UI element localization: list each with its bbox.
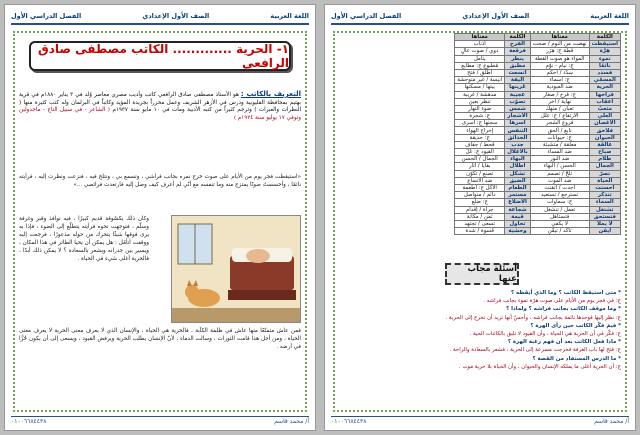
vocab-meaning: ج: أسماء	[530, 77, 589, 84]
vocab-word: البهاء	[505, 156, 531, 163]
vocab-meaning: دائم / متواصل	[455, 192, 505, 199]
vocab-meaning: ج: فرخ / صغار	[530, 91, 589, 98]
header-term: الفصل الدراسي الأول	[11, 12, 82, 20]
vocab-word: العلي	[589, 113, 620, 120]
vocab-word: فراخها	[589, 91, 620, 98]
vocab-header-cell: معناها	[530, 34, 589, 41]
vocab-meaning: دوي / صوت عالٍ	[455, 48, 505, 55]
vocab-word: الأشجار	[505, 113, 531, 120]
vocab-word: تتذكر	[589, 192, 620, 199]
answer-text: ج: أن الحرية أغلى ما يملكه الإنسان والحيوان ، وأن الحياة بلا حرية موت .	[458, 363, 621, 370]
answer-text: ج: في فجر يوم من الأيام على صوت هرّة تموء بجانب فراشه .	[483, 298, 621, 305]
answer-text: ج: نظر إليها فوجدها نائمة بجانب فراشه ، وأحسّ أنها تريد أن تخرج إلى الحرية .	[445, 314, 621, 321]
footer-author: أ/ محمد قاسم	[274, 418, 309, 425]
vocab-word: مطبق	[505, 62, 531, 69]
vocab-word: شمس	[505, 105, 531, 112]
vocab-meaning: قطة ج: هِرَر	[530, 48, 589, 55]
question-text: * وما موقف الكاتب بجانب فراشه ؟ ولماذا ؟	[506, 306, 621, 313]
vocab-word: أيقن	[589, 228, 620, 235]
vocab-row	[455, 163, 621, 170]
vocab-word: استيقظت	[589, 41, 620, 48]
vocab-meaning: ج: حيوانات	[530, 134, 589, 141]
vocab-word: عُرينها	[505, 84, 531, 91]
qa-item	[339, 322, 621, 338]
vocab-word: قيمة	[505, 213, 531, 220]
vocab-word: أليفة	[505, 77, 531, 84]
header-subject: اللغة العربية	[590, 12, 629, 20]
vocab-word: وحشية	[505, 228, 531, 235]
vocab-meaning: ضد المساء	[530, 149, 589, 156]
page-header	[11, 11, 309, 25]
vocab-meaning: الارتفاع / ج: علل	[530, 113, 589, 120]
vocab-header-row	[455, 34, 621, 41]
vocab-word: الحياة	[589, 177, 620, 184]
vocab-row	[455, 177, 621, 184]
vocab-header-cell: الكلمة	[589, 34, 620, 41]
vocabulary-table	[454, 33, 621, 235]
vocab-meaning: ثمن / مكانة	[455, 213, 505, 220]
vocab-row	[455, 228, 621, 235]
header-grade: الصف الأول الإعدادي	[462, 12, 530, 20]
page-footer	[331, 416, 629, 426]
vocab-meaning: تسترجع / تستعيد	[530, 192, 589, 199]
vocab-word: متعبٌ	[589, 105, 620, 112]
vocab-row	[455, 141, 621, 148]
header-term: الفصل الدراسي الأول	[331, 12, 402, 20]
answer-text: ج: فكّر في أن الحرية هي الحياة ، وأن القيود لا تليق بالكائنات الحية .	[469, 331, 621, 338]
vocab-meaning: ج: شجرة	[455, 113, 505, 120]
vocab-word: المسمّي	[589, 77, 620, 84]
vocab-word: الفرج	[505, 41, 531, 48]
question-text: * متى استيقظ الكاتب ؟ وما الذي أيقظه ؟	[511, 290, 621, 296]
vocab-word: لا يملأ	[589, 220, 620, 227]
vocab-meaning: الجمال / الحسن	[455, 156, 505, 163]
vocab-row	[455, 206, 621, 213]
vocab-row	[455, 55, 621, 62]
vocab-meaning: أنيسة / غير متوحشة	[455, 77, 505, 84]
vocab-row	[455, 149, 621, 156]
vocab-meaning: تصنع / تكوّن	[455, 170, 505, 177]
story-illustration	[171, 215, 301, 323]
vocab-word: الضيق	[505, 177, 531, 184]
vocab-word: عجيبة	[505, 91, 531, 98]
vocab-meaning: أطلق / فتح	[455, 69, 505, 76]
vocab-meaning: فروع الشجر	[530, 120, 589, 127]
vocab-word: تشتغل	[589, 206, 620, 213]
vocab-row	[455, 134, 621, 141]
vocab-meaning: نهضت من النوم / صحت	[530, 41, 589, 48]
vocab-word: مستمر	[505, 192, 531, 199]
vocab-word: الطعام	[505, 184, 531, 191]
vocab-row	[455, 105, 621, 112]
vocab-meaning: تابع / ألحق	[530, 127, 589, 134]
vocab-row	[455, 62, 621, 69]
vocab-word: بالأغلال	[505, 149, 531, 156]
vocab-row	[455, 77, 621, 84]
vocab-word: شجاعة	[505, 206, 531, 213]
definition-works: ( الشاعر - في سبيل التاج - ماجدولين وتوفي ١٧ يوليو سنة ١٩٢٤م )	[19, 107, 301, 121]
vocab-meaning: لا يكفي	[530, 220, 589, 227]
vocab-meaning: ج: حديقة	[455, 134, 505, 141]
vocab-meaning: بقايا / آثار	[455, 163, 505, 170]
vocab-meaning: ج: ضلع	[455, 199, 505, 206]
vocab-word: فسدد	[589, 69, 620, 76]
vocab-header-cell: معناها	[455, 34, 505, 41]
questions-list	[339, 289, 621, 371]
vocab-word: أحسنت	[589, 184, 620, 191]
vocab-row	[455, 41, 621, 48]
vocab-word: صباح	[589, 149, 620, 156]
vocab-word: ينظر	[505, 55, 531, 62]
qa-item	[339, 355, 621, 371]
vocab-meaning: المواء هو صوت القطة	[530, 55, 589, 62]
page-header	[331, 11, 629, 25]
story-paragraph-1: «استيقظت فجر يوم من الأيام على صوت خرج نمره بجانب فراشي ، وتسمع بي ، ونتلخ فيه ، فنزعت ونظرت إليه ، فرأيته نائمًا ، وأحسستُ صوتًا يمتزج منه وما تنفسه مع أنّي لم أعرف كيف وصل إليه فارتعدت فرائصي ...»	[19, 174, 301, 188]
vocab-meaning: قسوة / شدة	[455, 228, 505, 235]
vocab-row	[455, 199, 621, 206]
header-grade: الصف الأول الإعدادي	[142, 12, 210, 20]
footer-phone: ٠١٠٠٦٦٨٤٤٣٨	[331, 418, 367, 425]
vocab-word: أطلال	[505, 163, 531, 170]
vocab-meaning: أجدت / أتقنت	[530, 184, 589, 191]
vocab-meaning: تعبان / منهك	[530, 105, 589, 112]
vocab-row	[455, 120, 621, 127]
vocab-meaning: قحط / جفاف	[455, 141, 505, 148]
vocab-word: تحاول	[505, 220, 531, 227]
vocab-word: الحدائق	[505, 134, 531, 141]
vocab-header-cell: الكلمة	[505, 34, 531, 41]
vocab-word: الأغصان	[589, 120, 620, 127]
vocab-row	[455, 213, 621, 220]
vocab-word: اتسعت	[505, 69, 531, 76]
vocab-meaning: سدّد / أحكم	[530, 69, 589, 76]
vocab-row	[455, 69, 621, 76]
vocab-meaning: سجنها ج: أسرى	[455, 120, 505, 127]
vocab-meaning: ضوء النهار	[455, 105, 505, 112]
vocab-meaning: معلقة / متشبثة	[530, 141, 589, 148]
vocab-meaning: القيود ج: غُلّ	[455, 149, 505, 156]
author-definition	[19, 91, 301, 122]
vocab-meaning: أذناب	[455, 41, 505, 48]
vocab-row	[455, 184, 621, 191]
qa-item	[339, 289, 621, 305]
vocab-word: فرقعة	[505, 48, 531, 55]
vocab-word: تصرّ	[589, 170, 620, 177]
vocab-word: تصوّب	[505, 98, 531, 105]
vocab-word: نائمًا	[589, 62, 620, 69]
vocab-word: ظلام	[589, 156, 620, 163]
vocab-meaning: ضد الموت	[530, 177, 589, 184]
vocab-meaning: يتأمل	[455, 55, 505, 62]
vocab-row	[455, 98, 621, 105]
vocab-meaning: جرأة / إقدام	[455, 206, 505, 213]
vocab-meaning: ضد العبودية	[530, 84, 589, 91]
vocab-meaning: ج: سماوات	[530, 199, 589, 206]
vocab-meaning: ج: نيام - نوّم	[530, 62, 589, 69]
page-footer	[11, 416, 309, 426]
vocab-meaning: ضد الاتساع	[455, 177, 505, 184]
left-page	[4, 4, 316, 431]
footer-author: أ/ محمد قاسم	[594, 418, 629, 425]
vocab-meaning: تسعى / تجتهد	[455, 220, 505, 227]
vocab-word: أسرها	[505, 120, 531, 127]
vocab-meaning: فتستأهل	[530, 213, 589, 220]
vocab-meaning: تنظر بعين	[455, 98, 505, 105]
vocab-word: الأضلاع	[505, 199, 531, 206]
vocab-meaning: ضد النور	[530, 156, 589, 163]
answer-text: ج: فتح لها باب الغرفة فخرجت مسرعة إلى الحرية ، فشعر بالسعادة والراحة .	[449, 347, 621, 354]
vocab-row	[455, 170, 621, 177]
vocab-word: السماء	[589, 199, 620, 206]
vocab-word: فتستحق	[589, 213, 620, 220]
vocab-meaning: تأكد / تيقّن	[530, 228, 589, 235]
vocab-word: عالقة	[589, 141, 620, 148]
vocab-meaning: بيتها / مسكنها	[455, 84, 505, 91]
vocab-meaning: مدهشة / غريبة	[455, 91, 505, 98]
question-text: * ماذا فعل الكاتب بعد أن فهم رغبة الهرة ؟	[507, 339, 621, 346]
qa-item	[339, 338, 621, 354]
vocab-row	[455, 192, 621, 199]
vocab-meaning: تلحّ / تصمم	[530, 170, 589, 177]
lesson-title: ١- الحرية ............. الكاتب مصطفى صادق الرافعي	[29, 41, 291, 71]
vocab-word: الجمال	[589, 163, 620, 170]
vocab-meaning: مُطبوع ج: مطابع	[455, 62, 505, 69]
vocab-row	[455, 220, 621, 227]
vocab-word: تشكّل	[505, 170, 531, 177]
vocab-row	[455, 127, 621, 134]
vocab-row	[455, 48, 621, 55]
story-paragraph-3: فمن عاش متمتّعًا منها عاش في ظلمة الكآبة ، فالحرية هي الحياة ، والإنسان الذي لا يعرف معنى الحرية لا يعرف معنى الحياة ، ومن أجل هذا قامت الثورات ، وسالت الدماء ، لأنّ الإنسان يطلب الحرية ويرفض القيود ، ويسعى إلى أن يكون حُرًّا في أرضه .	[19, 328, 301, 350]
vocab-word: الحيوان	[589, 134, 620, 141]
vocab-word: فلاحق	[589, 127, 620, 134]
vocab-word: التنفس	[505, 127, 531, 134]
vocab-meaning: الأكل ج: أطعمة	[455, 184, 505, 191]
vocab-word: تموء	[589, 55, 620, 62]
story-paragraph-2: وكان ذلك يكسُوقة قديم كبيرًا ، فيه نوافذ وقبر وغرفة وسلّم ، فتوجهت نحوه فرأيته يتطلّع إلى الضوء ، فإذا به يرى فوقها شيئًا يتحرك من حوله مذعورًا ، فرجعت إليه ووقفت أتأمّل : هل يمكن أن يحيا الطائر في هذا المكان ، ويسير بين جدرانه ويشعر بالسعادة ؟ لا يمكن ذلك أبدًا ، فالحرية أغلى شيء في الحياة .	[19, 216, 149, 262]
vocab-word: هِرَّة	[589, 48, 620, 55]
vocab-row	[455, 84, 621, 91]
vocab-body	[455, 41, 621, 235]
question-text: * فيمَ فكّر الكاتب حين رأى الهرة ؟	[530, 322, 621, 329]
footer-phone: ٠١٠٠٦٦٨٤٤٣٨	[11, 418, 47, 425]
vocab-row	[455, 156, 621, 163]
vocab-meaning: الحسن / البهاء	[530, 163, 589, 170]
vocab-row	[455, 91, 621, 98]
qa-item	[339, 305, 621, 321]
right-page	[324, 4, 636, 431]
questions-title: أسئلة مجاب عنها	[445, 263, 519, 285]
definition-text: هو الأستاذ مصطفى صادق الرافعي كاتب وأديب مصري معاصر وُلد في ٣ يناير ١٨٨٠م في قرية بهتيم بمحافظة القليوبية ودرس في الأزهر الشريف وعمل محرراً بجريدة المؤيد وكاتباً في البرلمان وله كتب كثيرة منها ( النظرات والعبرات ) وترجم كثيراً من كتبه الأدبية ومات في ١٠ مايو سنة ١٩٣٧م	[19, 92, 302, 114]
vocab-word: جدب	[505, 141, 531, 148]
vocab-word: الحرية	[589, 84, 620, 91]
vocab-word: أعقاب	[589, 98, 620, 105]
definition-heading: التعريف بالكاتب :	[240, 90, 301, 98]
header-subject: اللغة العربية	[270, 12, 309, 20]
vocab-meaning: تعمل / تنشغل	[530, 206, 589, 213]
vocab-row	[455, 113, 621, 120]
vocab-meaning: إخراج الهواء	[455, 127, 505, 134]
question-text: * ما الدرس المستفاد من القصة ؟	[532, 355, 621, 362]
vocab-meaning: نهاية / آخر	[530, 98, 589, 105]
